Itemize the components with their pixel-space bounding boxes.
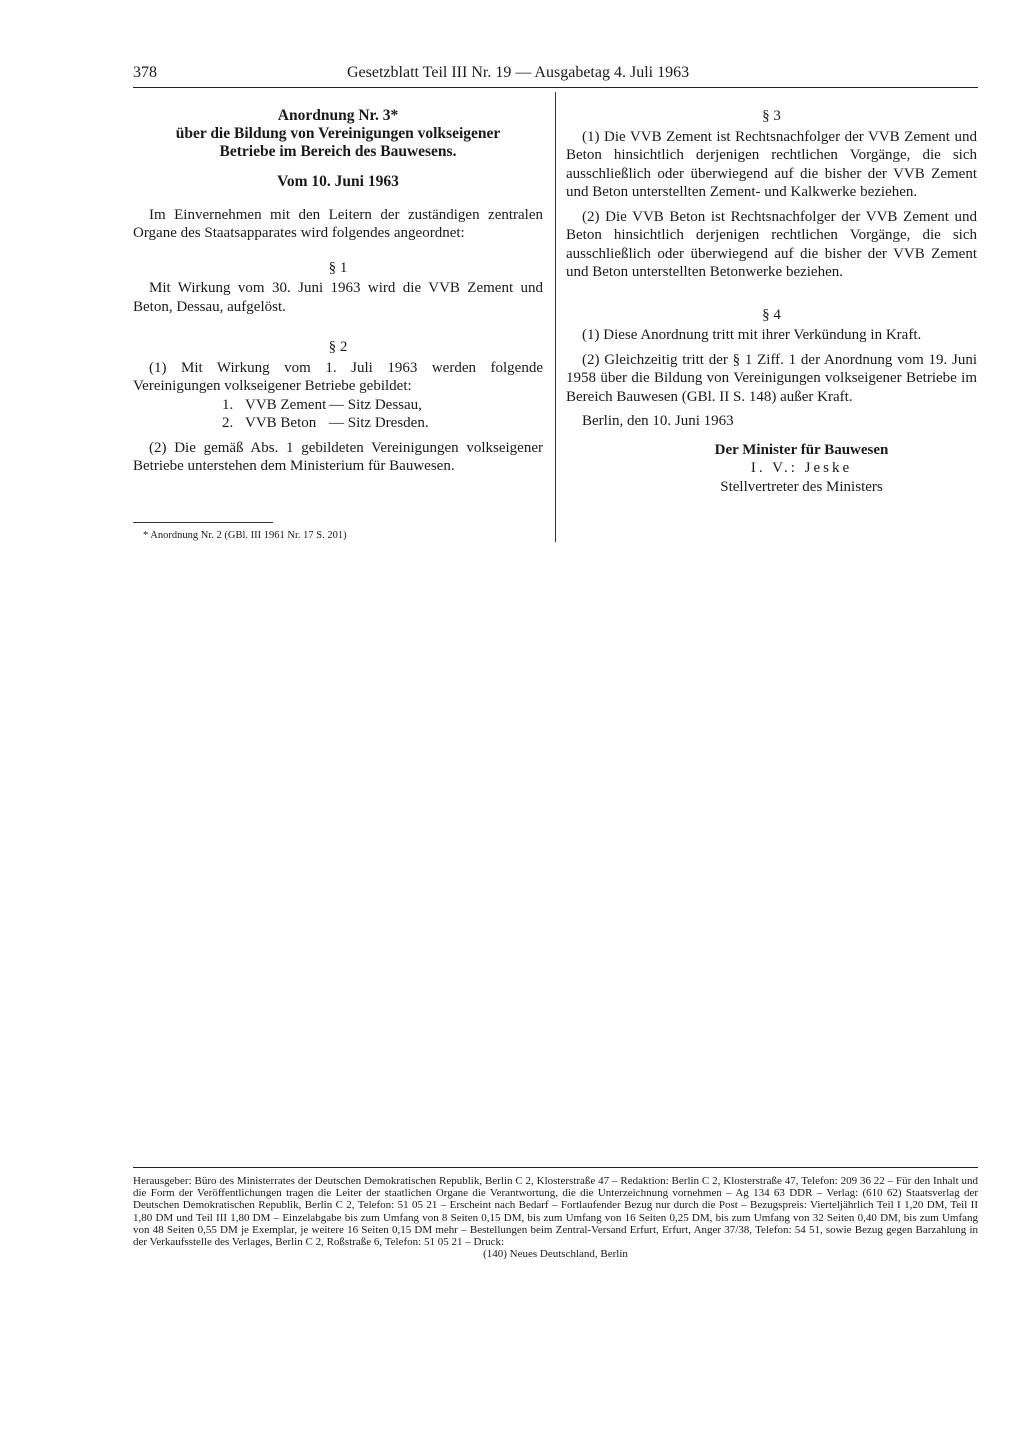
imprint-printer: (140) Neues Deutschland, Berlin: [483, 1248, 628, 1261]
list-item: [133, 396, 543, 415]
footnote-rule: [133, 522, 273, 523]
running-title: Gesetzblatt Teil III Nr. 19 — Ausgabetag 4. Juli 1963: [347, 64, 690, 81]
section-4-heading: § 4: [762, 306, 781, 323]
list-item-label: VVB Beton: [245, 415, 317, 431]
place-date: Berlin, den 10. Juni 1963: [582, 413, 734, 429]
list-item-label: VVB Zement: [245, 396, 327, 413]
list-item-seat: — Sitz Dessau,: [329, 396, 422, 413]
section-1-heading: § 1: [328, 259, 348, 276]
section-3-paragraph-1: (1) Die VVB Zement ist Rechtsnachfolger der VVB Zement und Beton hinsichtlich derjenigen rechtlichen Vorgänge, die sich ausschließlich oder überwiegend auf die bisher der VVB Zement und Beton unterstellten Zement- und Kalkwerke beziehen.: [566, 128, 977, 200]
section-2-paragraph-2: (2) Die gemäß Abs. 1 gebildeten Vereinigungen volkseigener Betriebe unterstehen dem Ministerium für Bauwesen.: [133, 439, 543, 474]
section-3-paragraph-2: (2) Die VVB Beton ist Rechtsnachfolger der VVB Zement und Beton hinsichtlich derjenigen rechtlichen Vorgänge, die sich ausschließlich oder überwiegend auf die bisher der VVB Zement und Beton unterstellten Betonwerke beziehen.: [566, 208, 977, 280]
ordinance-title-line: über die Bildung von Vereinigungen volkseigener: [175, 125, 501, 142]
right-column: [566, 107, 977, 496]
signature-name: I. V.: Jeske: [750, 460, 853, 476]
section-2-paragraph-1: (1) Mit Wirkung vom 1. Juli 1963 werden folgende Vereinigungen volkseigener Betriebe gebildet:: [133, 359, 543, 394]
list-item-number: 1.: [222, 396, 234, 413]
imprint-text: Herausgeber: Büro des Ministerrates der Deutschen Demokratischen Republik, Berlin C 2, Klosterstraße 47 – Redaktion: Berlin C 2, Klosterstraße 47, Telefon: 209 36 22 – Für den Inhalt und die Form der Veröffentlichungen tragen die Leiter der staatlichen Organe die Verantwortung, die die Unterzeichnung vornehmen – Ag 134 63 DDR – Verlag: (610 62) Staatsverlag der Deutschen Demokratischen Republik, Berlin C 2, Telefon: 51 05 21 – Erscheint nach Bedarf – Fortlaufender Bezug nur durch die Post – Bezugspreis: Vierteljährlich Teil I 1,20 DM, Teil II 1,80 DM und Teil III 1,80 DM – Einzelabgabe bis zum Umfang von 8 Seiten 0,15 DM, bis zum Umfang von 16 Seiten 0,25 DM, bis zum Umfang von 32 Seiten 0,40 DM, bis zum Umfang von 48 Seiten 0,55 DM je Exemplar, je weitere 16 Seiten 0,15 DM mehr – Bestellungen beim Zentral-Versand Erfurt, Erfurt, Anger 37/38, Telefon: 54 51, sowie Bezug gegen Barzahlung in der Verkaufsstelle des Verlages, Berlin C 2, Roßstraße 6, Telefon: 51 05 21 – Druck:: [133, 1175, 978, 1249]
list-item: [133, 414, 543, 433]
header-rule: [133, 87, 978, 88]
list-item-number: 2.: [222, 415, 234, 431]
section-1-text: Mit Wirkung vom 30. Juni 1963 wird die VVB Zement und Beton, Dessau, aufgelöst.: [133, 280, 543, 315]
ordinance-title: [133, 107, 543, 161]
page-header: [133, 64, 978, 86]
ordinance-title-line: Betriebe im Bereich des Bauwesens.: [219, 143, 457, 160]
footnote: * Anordnung Nr. 2 (GBl. III 1961 Nr. 17 S. 201): [143, 530, 347, 541]
list-item-seat: — Sitz Dresden.: [329, 415, 429, 431]
signature-title: Der Minister für Bauwesen: [714, 441, 889, 458]
signature-role: Stellvertreter des Ministers: [720, 478, 883, 495]
preamble: Im Einvernehmen mit den Leitern der zuständigen zentralen Organe des Staatsapparates wird folgendes angeordnet:: [133, 206, 543, 241]
section-4-paragraph-1: (1) Diese Anordnung tritt mit ihrer Verkündung in Kraft.: [582, 327, 922, 343]
page-number: 378: [133, 64, 157, 81]
ordinance-title-line: Anordnung Nr. 3*: [277, 107, 399, 124]
imprint-rule: [133, 1167, 978, 1168]
ordinance-date: Vom 10. Juni 1963: [277, 173, 399, 190]
section-2-heading: § 2: [328, 339, 348, 355]
signature-block: [626, 441, 977, 497]
left-column: [133, 107, 543, 476]
imprint: [133, 1175, 978, 1260]
section-3-heading: § 3: [762, 108, 781, 124]
column-divider: [555, 92, 556, 542]
section-4-paragraph-2: (2) Gleichzeitig tritt der § 1 Ziff. 1 der Anordnung vom 19. Juni 1958 über die Bildung von Vereinigungen volkseigener Betriebe im Bereich Bauwesen (GBl. II S. 148) außer Kraft.: [566, 351, 977, 405]
